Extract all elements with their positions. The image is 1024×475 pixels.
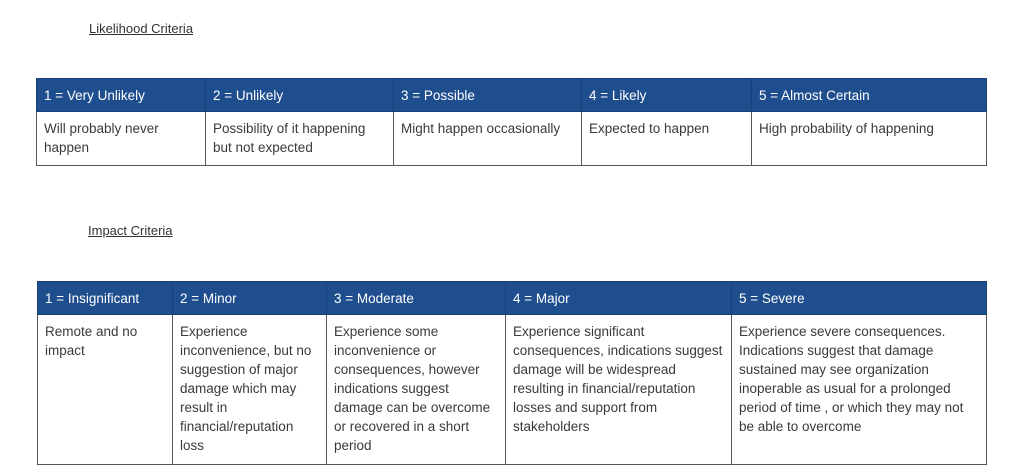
impact-header-3: 3 = Moderate — [327, 282, 506, 315]
likelihood-header-4: 4 = Likely — [582, 79, 752, 112]
impact-header-2: 2 = Minor — [173, 282, 327, 315]
table-header-row — [37, 79, 987, 112]
likelihood-description-1: Will probably never happen — [37, 112, 206, 166]
likelihood-header-5: 5 = Almost Certain — [752, 79, 987, 112]
impact-description-2: Experience inconvenience, but no suggestion of major damage which may result in financial/reputation loss — [173, 315, 327, 465]
table-row — [38, 315, 987, 465]
impact-criteria-heading: Impact Criteria — [88, 223, 173, 238]
likelihood-criteria-heading: Likelihood Criteria — [89, 21, 194, 36]
impact-header-5: 5 = Severe — [732, 282, 987, 315]
impact-header-4: 4 = Major — [506, 282, 732, 315]
impact-description-4: Experience significant consequences, indications suggest damage will be widespread resulting in financial/reputation losses and support from stakeholders — [506, 315, 732, 465]
likelihood-description-3: Might happen occasionally — [394, 112, 582, 166]
impact-description-1: Remote and no impact — [38, 315, 173, 465]
table-row — [37, 112, 987, 166]
likelihood-description-4: Expected to happen — [582, 112, 752, 166]
likelihood-header-2: 2 = Unlikely — [206, 79, 394, 112]
likelihood-header-1: 1 = Very Unlikely — [37, 79, 206, 112]
likelihood-criteria-table — [36, 78, 987, 166]
impact-description-3: Experience some inconvenience or consequences, however indications suggest damage can be overcome or recovered in a short period — [327, 315, 506, 465]
table-header-row — [38, 282, 987, 315]
likelihood-header-3: 3 = Possible — [394, 79, 582, 112]
likelihood-description-5: High probability of happening — [752, 112, 987, 166]
impact-header-1: 1 = Insignificant — [38, 282, 173, 315]
likelihood-description-2: Possibility of it happening but not expected — [206, 112, 394, 166]
impact-criteria-table — [37, 281, 987, 465]
impact-description-5: Experience severe consequences. Indications suggest that damage sustained may see organization inoperable as usual for a prolonged period of time , or which they may not be able to overcome — [732, 315, 987, 465]
